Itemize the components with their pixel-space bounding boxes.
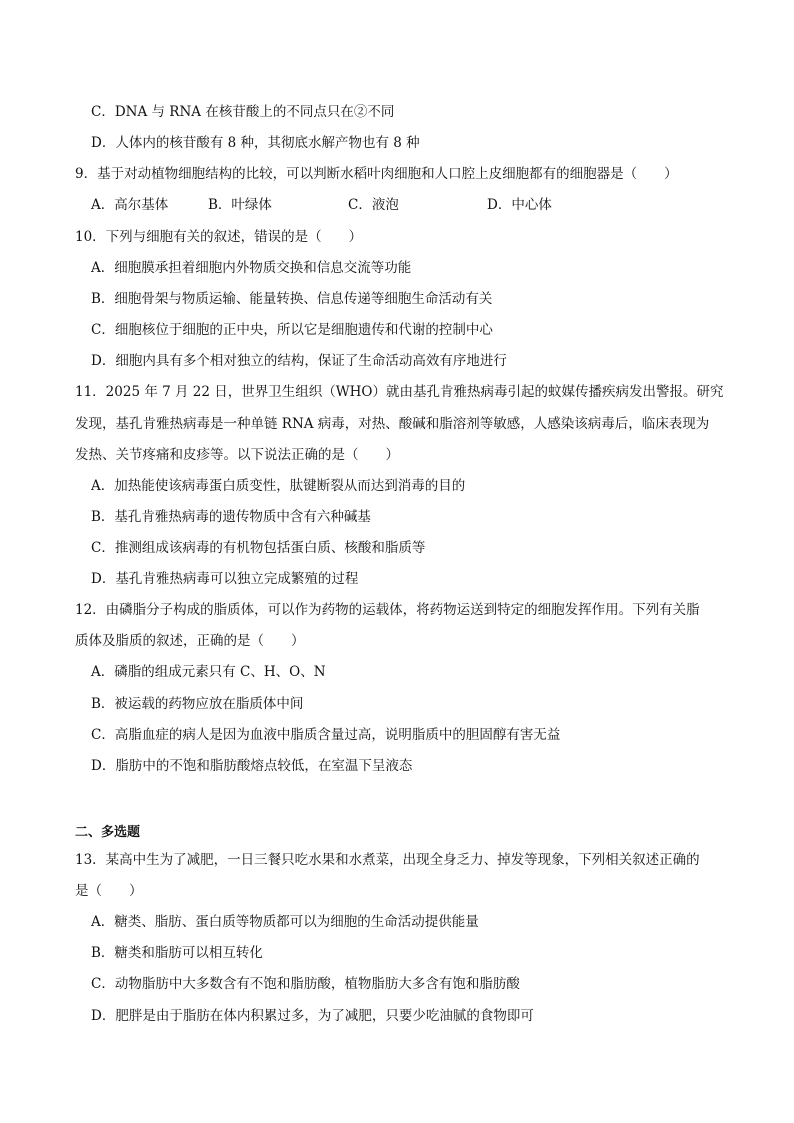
q11-option-b: B．基孔肯雅热病毒的遗传物质中含有六种碱基	[91, 509, 371, 525]
option-c-prev: C．DNA 与 RNA 在核苷酸上的不同点只在②不同	[91, 104, 395, 120]
q13-option-a: A．糖类、脂肪、蛋白质等物质都可以为细胞的生命活动提供能量	[91, 914, 479, 930]
question-9-options	[91, 195, 651, 215]
question-10-stem: 10．下列与细胞有关的叙述，错误的是（ ）	[75, 229, 363, 245]
question-11-stem-line-2: 发现，基孔肯雅热病毒是一种单链 RNA 病毒，对热、酸碱和脂溶剂等敏感，人感染该病毒后，临床表现为	[75, 416, 710, 432]
q10-option-c: C．细胞核位于细胞的正中央，所以它是细胞遗传和代谢的控制中心	[91, 322, 493, 338]
question-12-stem-line-1: 12．由磷脂分子构成的脂质体，可以作为药物的运载体，将药物运送到特定的细胞发挥作用。下列有关脂	[75, 602, 700, 618]
q11-option-a: A．加热能使该病毒蛋白质变性，肽键断裂从而达到消毒的目的	[91, 478, 466, 494]
option-d-prev: D．人体内的核苷酸有 8 种，其彻底水解产物也有 8 种	[91, 135, 420, 151]
q9-option-c: C．液泡	[348, 197, 399, 213]
q12-option-d: D．脂肪中的不饱和脂肪酸熔点较低，在室温下呈液态	[91, 758, 413, 774]
q13-option-b: B．糖类和脂肪可以相互转化	[91, 945, 263, 961]
question-11-stem-line-3: 发热、关节疼痛和皮疹等。以下说法正确的是（ ）	[75, 447, 399, 463]
q13-option-c: C．动物脂肪中大多数含有不饱和脂肪酸，植物脂肪大多含有饱和脂肪酸	[91, 976, 520, 992]
q10-option-d: D．细胞内具有多个相对独立的结构，保证了生命活动高效有序地进行	[91, 353, 507, 369]
question-13-stem-line-2: 是（ ）	[75, 883, 143, 899]
question-11-stem-line-1: 11．2025 年 7 月 22 日，世界卫生组织（WHO）就由基孔肯雅热病毒引起的蚊媒传播疾病发出警报。研究	[75, 384, 724, 400]
section-title-multi-choice: 二、多选题	[75, 825, 141, 840]
question-9-stem: 9．基于对动植物细胞结构的比较，可以判断水稻叶肉细胞和人口腔上皮细胞都有的细胞器是（ ）	[75, 166, 678, 182]
q11-option-c: C．推测组成该病毒的有机物包括蛋白质、核酸和脂质等	[91, 540, 426, 556]
question-13-stem-line-1: 13．某高中生为了减肥，一日三餐只吃水果和水煮菜，出现全身乏力、掉发等现象，下列相关叙述正确的	[75, 852, 700, 868]
q10-option-a: A．细胞膜承担着细胞内外物质交换和信息交流等功能	[91, 260, 412, 276]
q12-option-b: B．被运载的药物应放在脂质体中间	[91, 696, 304, 712]
q12-option-c: C．高脂血症的病人是因为血液中脂质含量过高，说明脂质中的胆固醇有害无益	[91, 727, 561, 743]
q9-option-d: D．中心体	[487, 197, 552, 213]
q9-option-b: B．叶绿体	[208, 197, 272, 213]
q11-option-d: D．基孔肯雅热病毒可以独立完成繁殖的过程	[91, 571, 359, 587]
q9-option-a: A．高尔基体	[91, 197, 169, 213]
question-12-stem-line-2: 质体及脂质的叙述，正确的是（ ）	[75, 633, 305, 649]
q13-option-d: D．肥胖是由于脂肪在体内积累过多，为了减肥，只要少吃油腻的食物即可	[91, 1008, 534, 1024]
q12-option-a: A．磷脂的组成元素只有 C、H、O、N	[91, 664, 326, 680]
q10-option-b: B．细胞骨架与物质运输、能量转换、信息传递等细胞生命活动有关	[91, 291, 493, 307]
